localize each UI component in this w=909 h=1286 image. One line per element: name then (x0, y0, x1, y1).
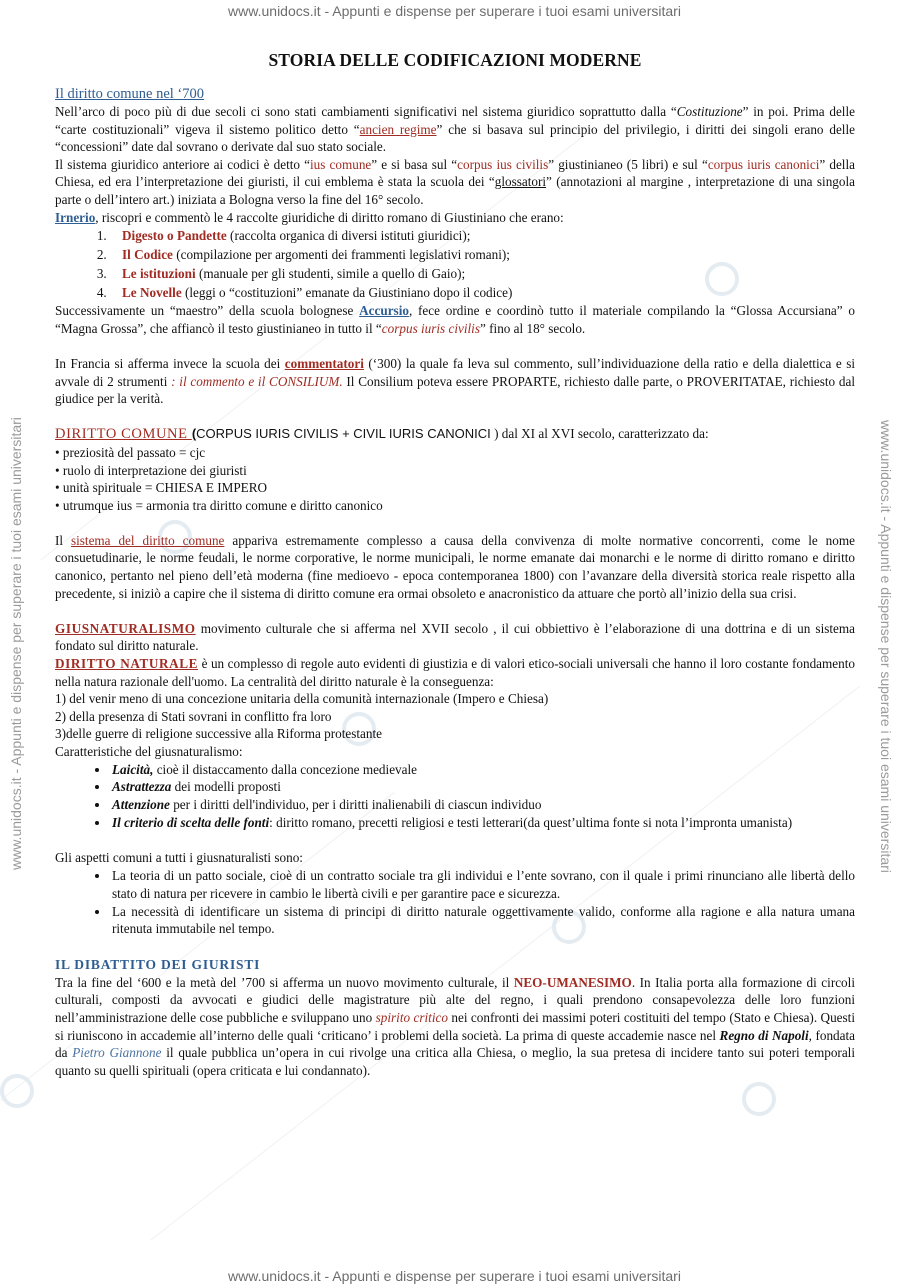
paragraph: DIRITTO NATURALE è un complesso di regole auto evidenti di giustizia e di valori etico-sociali universali che hanno il loro costante fondamento nella natura razionale dell'uomo. La centralità del diritto naturale è la conseguenza: (55, 656, 855, 689)
list-item: 4. Le Novelle (leggi o “costituzioni” emanate da Giustiniano dopo il codice) (110, 283, 855, 302)
list-item: • Astrattezza dei modelli proposti (110, 778, 855, 796)
watermark-side-right: www.unidocs.it - Appunti e dispense per superare i tuoi esami universitari (878, 420, 894, 873)
list-item: • Laicità, cioè il distaccamento dalla concezione medievale (110, 761, 855, 779)
paragraph: Irnerio, riscopri e commentò le 4 raccolte giuridiche di diritto romano di Giustiniano che erano: (55, 209, 564, 225)
paragraph: Il sistema del diritto comune appariva estremamente complesso a causa della convivenza di molte normative concorrenti, come le nome consuetudinarie, le norme feudali, le norme corporative, le norme municipali, le norme emanate dai monarchi e le norme di diritto romano e diritto canonico, pertanto nel pieno dell’età moderna (fine medioevo - epoca contemporanea 1800) con l’avanzare della diversità storica reale rispetto alla precedente, si iniziò a capire che il sistema di diritto comune era ormai obsoleto e anacronistico da attuare che portò all’inizio della sua crisi. (55, 532, 855, 601)
document-body (55, 50, 855, 1079)
paragraph: Tra la fine del ‘600 e la metà del ’700 si afferma un nuovo movimento culturale, il NEO-UMANESIMO. In Italia porta alla formazione di circoli culturali, composti da avvocati e giudici delle magistrature più alte del regno, i quali prendono consapevolezza delle loro funzioni nell’amministrazione delle cose pubbliche e sviluppano uno spirito critico nei confronti dei massimi poteri costituiti del tempo (Stato e Chiesa). Questi si riuniscono in accademie all’interno delle quali ‘criticano’ i problemi della società. La prima di queste accademie nasce nel Regno di Napoli, fondata da Pietro Giannone il quale pubblica un’opera in cui rivolge una critica alla Chiesa, o meglio, la sua pretesa di incidere tanto sui poteri temporali quanto su quelli spirituali (opera criticata e lui condannato). (55, 974, 856, 1078)
list-item: • unità spirituale = CHIESA E IMPERO (55, 480, 268, 496)
list-item: • preziosità del passato = cjc (55, 444, 206, 460)
paragraph: In Francia si afferma invece la scuola dei commentatori (‘300) la quale fa leva sul commento, sull’individuazione della ratio e della dialettica e si avvale di 2 strumenti : il commento e il CONSILIUM. Il Consilium poteva essere PROPARTE, richiesto dalle parte, o PROVERITATAE, richiesto dal giudice per la verità. (55, 355, 856, 407)
section-heading-dibattito: IL DIBATTITO DEI GIURISTI (55, 956, 261, 972)
watermark-banner-bottom: www.unidocs.it - Appunti e dispense per superare i tuoi esami universitari (228, 1268, 681, 1284)
list-item: • La necessità di identificare un sistema di principi di diritto naturale oggettivamente valido, conforme alla ragione e alla natura umana ritenuta immutabile nel tempo. (110, 903, 855, 939)
list-item: 3)delle guerre di religione successive alla Riforma protestante (55, 726, 382, 742)
page-title: STORIA DELLE CODIFICAZIONI MODERNE (268, 50, 642, 70)
watermark-side-left: www.unidocs.it - Appunti e dispense per superare i tuoi esami universitari (8, 417, 24, 870)
list-item: • La teoria di un patto sociale, cioè di un contratto sociale tra gli individui e l’ente sovrano, con il quale i primi rinunciano alle libertà dello stato di natura per ricevere in cambio le libertà civili e per garantire pace e sicurezza. (110, 867, 855, 903)
list-item: 1. Digesto o Pandette (raccolta organica di diversi istituti giuridici); (110, 226, 855, 245)
list-item: 1) del venir meno di una concezione unitaria della comunità internazionale (Impero e Chiesa) (55, 691, 549, 707)
paragraph: Il sistema giuridico anteriore ai codici è detto “ius comune” e si basa sul “corpus ius civilis” giustinianeo (5 libri) e sul “corpus iuris canonici” della Chiesa, ed era l’interpretazione dei giuristi, il cui emblema è stata la scuola dei “glossatori” (annotazioni al margine , interpretazione di una singola parte o dell’intero art.) iniziata a Bologna verso la fine del 16° secolo. (55, 156, 855, 207)
list-item: 3. Le istituzioni (manuale per gli studenti, simile a quello di Gaio); (110, 264, 855, 283)
watermark-logo-icon (0, 1074, 34, 1108)
paragraph: GIUSNATURALISMO movimento culturale che si afferma nel XVII secolo , il cui obbiettivo è l’elaborazione di una dottrina e di un sistema fondato sul diritto naturale. (55, 620, 855, 654)
subheading: Gli aspetti comuni a tutti i giusnaturalisti sono: (55, 850, 303, 866)
paragraph: Nell’arco di poco più di due secoli ci sono stati cambiamenti significativi nel sistema giuridico soprattutto dalla “Costituzione” in poi. Prima delle “carte costituzionali” vigeva il sistemo politico detto “ancien regime” che si basava sul principio del privilegio, i diritti dei singoli erano delle “concessioni” date dal sovrano o derivate dal suo stato sociale. (55, 104, 855, 155)
list-item: • Il criterio di scelta delle fonti: diritto romano, precetti religiosi e testi letterari(da quest’ultima fonte si nota l’impronta umanista) (110, 814, 855, 832)
section-heading-diritto-comune: DIRITTO COMUNE (CORPUS IURIS CIVILIS + CIVIL IURIS CANONICI ) dal XI al XVI secolo, caratterizzato da: (55, 426, 709, 443)
list-item: • ruolo di interpretazione dei giuristi (55, 462, 247, 478)
list-item: 2) della presenza di Stati sovrani in conflitto fra loro (55, 708, 332, 724)
subheading: Caratteristiche del giusnaturalismo: (55, 744, 243, 759)
list-item: 2. Il Codice (compilazione per argomenti dei frammenti legislativi romani); (110, 245, 855, 264)
watermark-banner-top: www.unidocs.it - Appunti e dispense per superare i tuoi esami universitari (228, 3, 681, 19)
justinian-codes-list (55, 226, 855, 302)
common-aspects-list (55, 867, 855, 938)
paragraph: Successivamente un “maestro” della scuola bolognese Accursio, fece ordine e coordinò tutto il materiale compilando la “Glossa Accursiana” o “Magna Grossa”, che affiancò il testo giustinianeo in tutto il “corpus iuris civilis” fino al 18° secolo. (55, 303, 855, 336)
section-heading-diritto-comune-700: Il diritto comune nel ‘700 (55, 86, 204, 102)
list-item: • utrumque ius = armonia tra diritto comune e diritto canonico (55, 497, 383, 513)
characteristics-list (55, 761, 855, 832)
list-item: • Attenzione per i diritti dell'individuo, per i diritti inalienabili di ciascun individuo (110, 796, 855, 814)
watermark-logo-icon (742, 1082, 776, 1116)
